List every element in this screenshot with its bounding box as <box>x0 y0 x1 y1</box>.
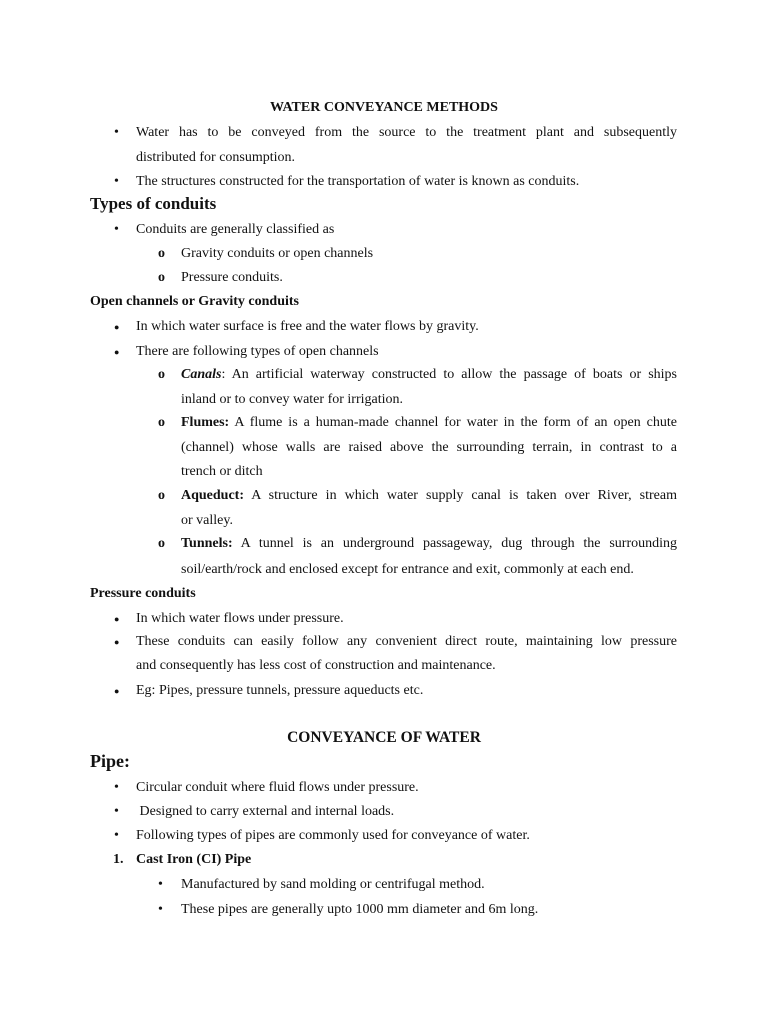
bullet <box>158 876 163 894</box>
pressure-bullet-1: In which water flows under pressure. <box>136 611 344 626</box>
heading-cast-iron-pipe: Cast Iron (CI) Pipe <box>136 852 252 867</box>
canals-line-2: inland or to convey water for irrigation. <box>181 392 403 407</box>
pipe-bullet-2: Designed to carry external and internal loads. <box>136 804 395 819</box>
sub-bullet <box>158 487 165 505</box>
pressure-bullet-2-line-1: These conduits can easily follow any convenient direct route, maintaining low pressure <box>136 634 677 649</box>
bullet <box>114 318 119 336</box>
sub-bullet <box>158 414 165 432</box>
flumes-line-3: trench or ditch <box>181 464 263 479</box>
heading-pipe: Pipe: <box>90 751 130 771</box>
bullet <box>114 827 119 845</box>
flumes-line-2: (channel) whose walls are raised above the surrounding terrain, in contrast to a <box>181 440 677 455</box>
intro-bullet-1-line-1: Water has to be conveyed from the source to the treatment plant and subsequently <box>136 125 677 140</box>
aqueduct-term: Aqueduct: <box>181 488 245 503</box>
title-water-conveyance-methods: WATER CONVEYANCE METHODS <box>270 100 498 115</box>
tunnels-line-1: Tunnels: A tunnel is an underground passageway, dug through the surrounding <box>181 536 677 551</box>
canals-term: Canals <box>181 367 222 382</box>
sub-bullet <box>158 269 165 287</box>
pressure-bullet-3: Eg: Pipes, pressure tunnels, pressure aqueducts etc. <box>136 683 424 698</box>
bullet <box>114 221 119 239</box>
bullet <box>114 124 119 142</box>
pipe-bullet-3: Following types of pipes are commonly used for conveyance of water. <box>136 828 530 843</box>
heading-types-of-conduits: Types of conduits <box>90 194 217 213</box>
bullet <box>114 682 119 700</box>
pipe-bullet-1: Circular conduit where fluid flows under pressure. <box>136 780 419 795</box>
intro-bullet-2: The structures constructed for the transportation of water is known as conduits. <box>136 174 580 189</box>
aqueduct-line-2: or valley. <box>181 513 233 528</box>
open-channels-bullet-1: In which water surface is free and the water flows by gravity. <box>136 319 479 334</box>
types-sub-2: Pressure conduits. <box>181 270 283 285</box>
bullet <box>114 633 119 651</box>
sub-bullet <box>158 245 165 263</box>
bullet <box>114 610 119 628</box>
tunnels-term: Tunnels: <box>181 536 233 551</box>
bullet <box>114 779 119 797</box>
aqueduct-line-1: Aqueduct: A structure in which water supply canal is taken over River, stream <box>181 488 677 503</box>
flumes-line-1: Flumes: A flume is a human-made channel for water in the form of an open chute <box>181 415 677 430</box>
sub-bullet <box>158 366 165 384</box>
ci-bullet-2: These pipes are generally upto 1000 mm diameter and 6m long. <box>181 902 539 917</box>
open-channels-bullet-2: There are following types of open channels <box>136 344 379 359</box>
bullet <box>114 173 119 191</box>
heading-pressure-conduits: Pressure conduits <box>90 586 196 601</box>
types-lead: Conduits are generally classified as <box>136 222 335 237</box>
ci-number: 1. <box>113 852 124 867</box>
bullet <box>114 343 119 361</box>
flumes-term: Flumes: <box>181 415 230 430</box>
bullet <box>158 901 163 919</box>
bullet <box>114 803 119 821</box>
title-conveyance-of-water: CONVEYANCE OF WATER <box>287 729 481 746</box>
heading-open-channels: Open channels or Gravity conduits <box>90 294 299 309</box>
pressure-bullet-2-line-2: and consequently has less cost of construction and maintenance. <box>136 658 496 673</box>
sub-bullet <box>158 535 165 553</box>
tunnels-line-2: soil/earth/rock and enclosed except for entrance and exit, commonly at each end. <box>181 562 634 577</box>
ci-bullet-1: Manufactured by sand molding or centrifugal method. <box>181 877 485 892</box>
intro-bullet-1-line-2: distributed for consumption. <box>136 150 296 165</box>
types-sub-1: Gravity conduits or open channels <box>181 246 374 261</box>
canals-line-1: Canals: An artificial waterway constructed to allow the passage of boats or ships <box>181 367 677 382</box>
